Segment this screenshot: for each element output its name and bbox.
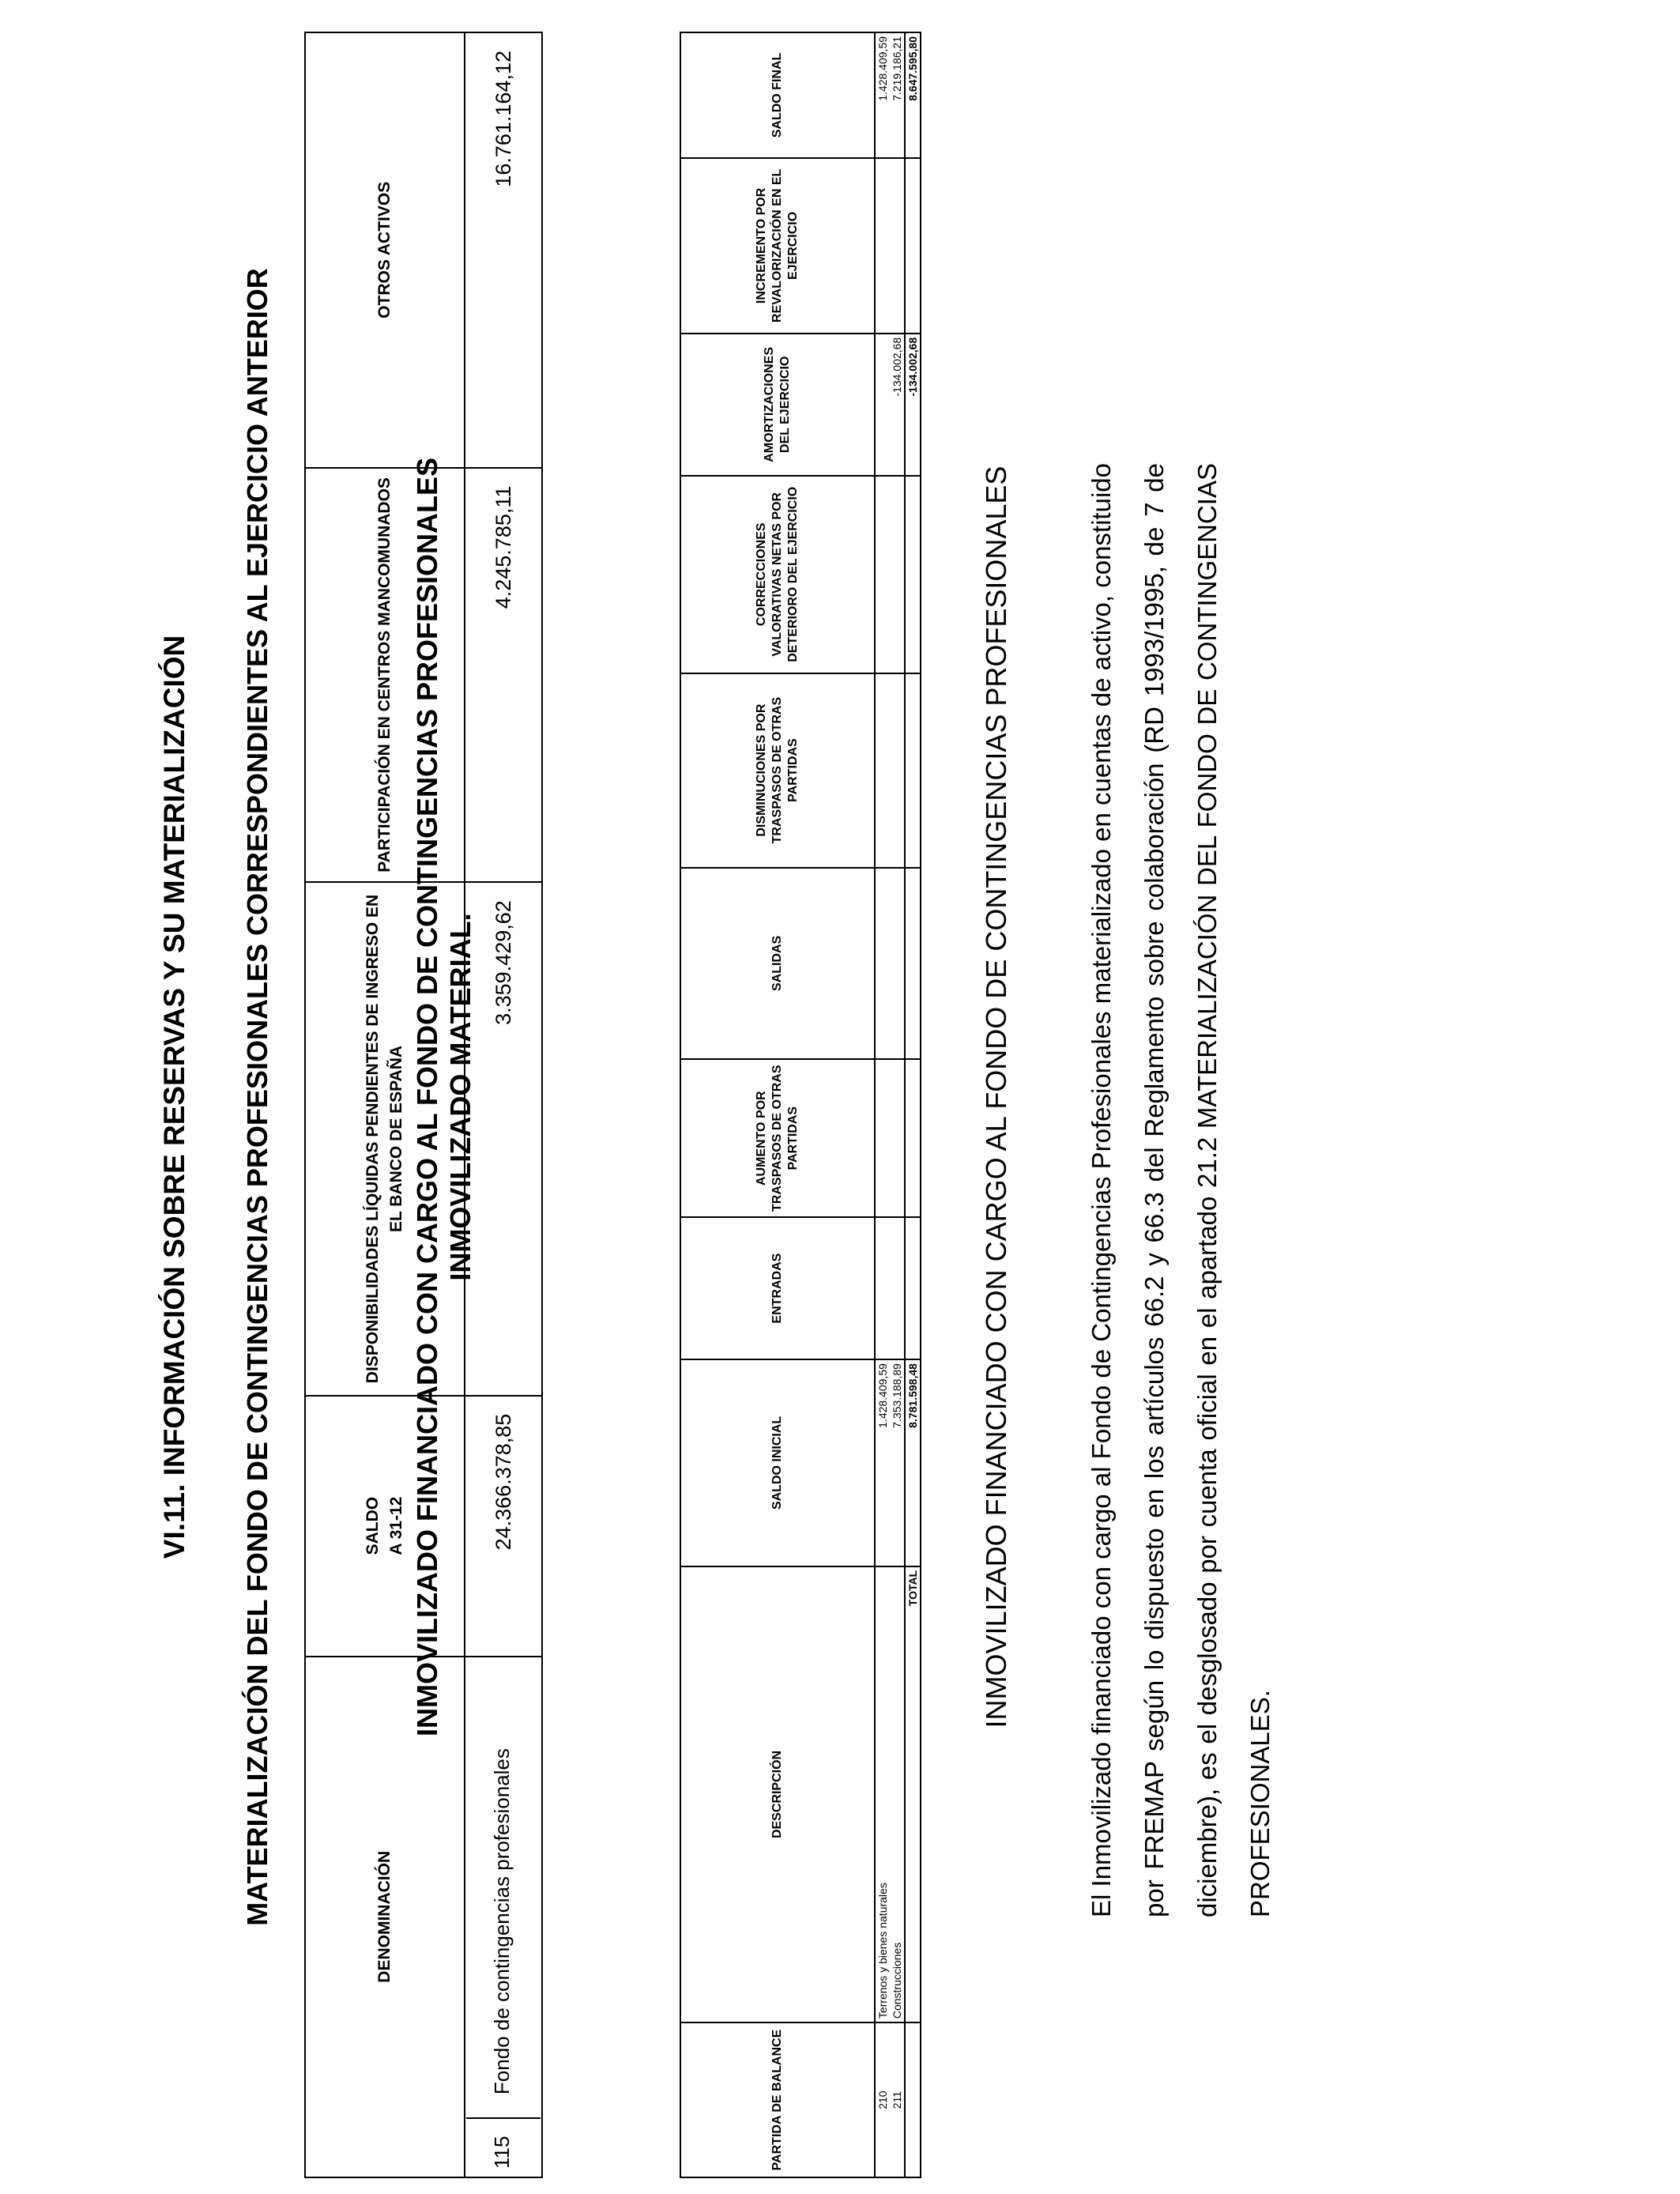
inmovilizado-title-line2: INMOVILIZADO MATERIAL. — [444, 913, 477, 1281]
header-participacion: PARTICIPACIÓN EN CENTROS MANCOMUNADOS — [305, 468, 465, 883]
header-amortizacion: AMORTIZACIONES DEL EJERCICIO — [680, 334, 875, 476]
cell-amortizacion — [875, 334, 890, 476]
cell-correcciones — [890, 476, 905, 673]
cell-disminuciones — [890, 673, 905, 868]
table-row — [875, 32, 890, 2177]
header-disponibilidades: DISPONIBILIDADES LÍQUIDAS PENDIENTES DE INGRESO EN EL BANCO DE ESPAÑA — [305, 882, 465, 1395]
header-aumento: AUMENTO POR TRASPASOS DE OTRAS PARTIDAS — [680, 1059, 875, 1217]
cell-correcciones — [875, 476, 890, 673]
header-saldo-line2: A 31-12 — [387, 1496, 405, 1555]
total-row — [905, 32, 921, 2177]
cell-amortizacion: -134.002,68 — [890, 334, 905, 476]
header-saldo-inicial: SALDO INICIAL — [680, 1359, 875, 1566]
row-name: Fondo de contingencias profesionales — [489, 1748, 514, 2095]
cell-entradas — [890, 1217, 905, 1359]
total-saldo-final: 8.647.595,80 — [905, 32, 921, 158]
cell-entradas — [875, 1217, 890, 1359]
section3-title: INMOVILIZADO FINANCIADO CON CARGO AL FONDO DE CONTINGENCIAS PROFESIONALES — [980, 466, 1012, 1728]
total-label: TOTAL — [905, 1566, 921, 2022]
inmovilizado-title-line1: INMOVILIZADO FINANCIADO CON CARGO AL FONDO DE CONTINGENCIAS PROFESIONALES — [411, 457, 443, 1737]
cell-incremento — [905, 158, 921, 334]
section3-paragraph: El Inmovilizado financiado con cargo al Fondo de Contingencias Profesionales materializado en cuentas de activo, constituido por FREMAP según lo dispuesto en los artículos 66.2 y 66.3 del Reglamento sobre colaboración (RD 1993/1995, de 7 de diciembre), es el desglosado por cuenta oficial en el apartado 21.2 MATERIALIZACIÓN DEL FONDO DE CONTINGENCIAS PROFESIONALES. — [1087, 463, 1275, 1917]
section-title: VI.11. INFORMACIÓN SOBRE RESERVAS Y SU MATERIALIZACIÓN — [158, 635, 190, 1559]
cell-descripcion: Construcciones — [890, 1566, 905, 2022]
cell-aumento — [905, 1059, 921, 1217]
cell-incremento — [890, 158, 905, 334]
cell-otros-activos: 16.761.164,12 — [465, 32, 542, 468]
header-incremento: INCREMENTO POR REVALORIZACIÓN EN EL EJERCICIO — [680, 158, 875, 334]
table-header-row — [680, 32, 875, 2177]
header-disminuciones: DISMINUCIONES POR TRASPASOS DE OTRAS PARTIDAS — [680, 673, 875, 868]
cell-saldo-inicial: 1.428.409,59 — [875, 1359, 890, 1566]
cell-entradas — [905, 1217, 921, 1359]
header-partida: PARTIDA DE BALANCE — [680, 2022, 875, 2177]
cell-aumento — [890, 1059, 905, 1217]
cell-partida: 211 — [890, 2022, 905, 2177]
inmovilizado-title — [411, 0, 477, 2194]
cell-descripcion: Terrenos y bienes naturales — [875, 1566, 890, 2022]
cell-correcciones — [905, 476, 921, 673]
cell-aumento — [875, 1059, 890, 1217]
cell-disminuciones — [905, 673, 921, 868]
cell-saldo-final: 1.428.409,59 — [875, 32, 890, 158]
header-correcciones: CORRECCIONES VALORATIVAS NETAS POR DETERIORO DEL EJERCICIO — [680, 476, 875, 673]
cell-saldo-inicial: 7.353.188,89 — [890, 1359, 905, 1566]
cell-disponibilidades: 3.359.429,62 — [465, 882, 542, 1395]
total-amortizacion: -134.002,68 — [905, 334, 921, 476]
header-entradas: ENTRADAS — [680, 1217, 875, 1359]
header-salidas: SALIDAS — [680, 868, 875, 1060]
header-denominacion: DENOMINACIÓN — [305, 1657, 465, 2177]
header-saldo-final: SALDO FINAL — [680, 32, 875, 158]
cell-participacion: 4.245.785,11 — [465, 468, 542, 883]
table-row — [890, 32, 905, 2177]
inmovilizado-table — [680, 32, 921, 2178]
cell-partida: 210 — [875, 2022, 890, 2177]
cell-salidas — [905, 868, 921, 1060]
row-code: 115 — [489, 2136, 514, 2169]
header-otros-activos: OTROS ACTIVOS — [305, 32, 465, 468]
header-descripcion: DESCRIPCIÓN — [680, 1566, 875, 2022]
cell-disminuciones — [875, 673, 890, 868]
code-divider — [466, 2109, 541, 2119]
cell-incremento — [875, 158, 890, 334]
cell-saldo: 24.366.378,85 — [465, 1396, 542, 1657]
page-subtitle: MATERIALIZACIÓN DEL FONDO DE CONTINGENCIAS PROFESIONALES CORRESPONDIENTES AL EJERCICIO ANTERIOR — [241, 268, 273, 1926]
cell-partida — [905, 2022, 921, 2177]
cell-salidas — [875, 868, 890, 1060]
cell-salidas — [890, 868, 905, 1060]
cell-saldo-final: 7.219.186,21 — [890, 32, 905, 158]
header-saldo-line1: SALDO — [363, 1496, 382, 1555]
total-saldo-inicial: 8.781.598,48 — [905, 1359, 921, 1566]
